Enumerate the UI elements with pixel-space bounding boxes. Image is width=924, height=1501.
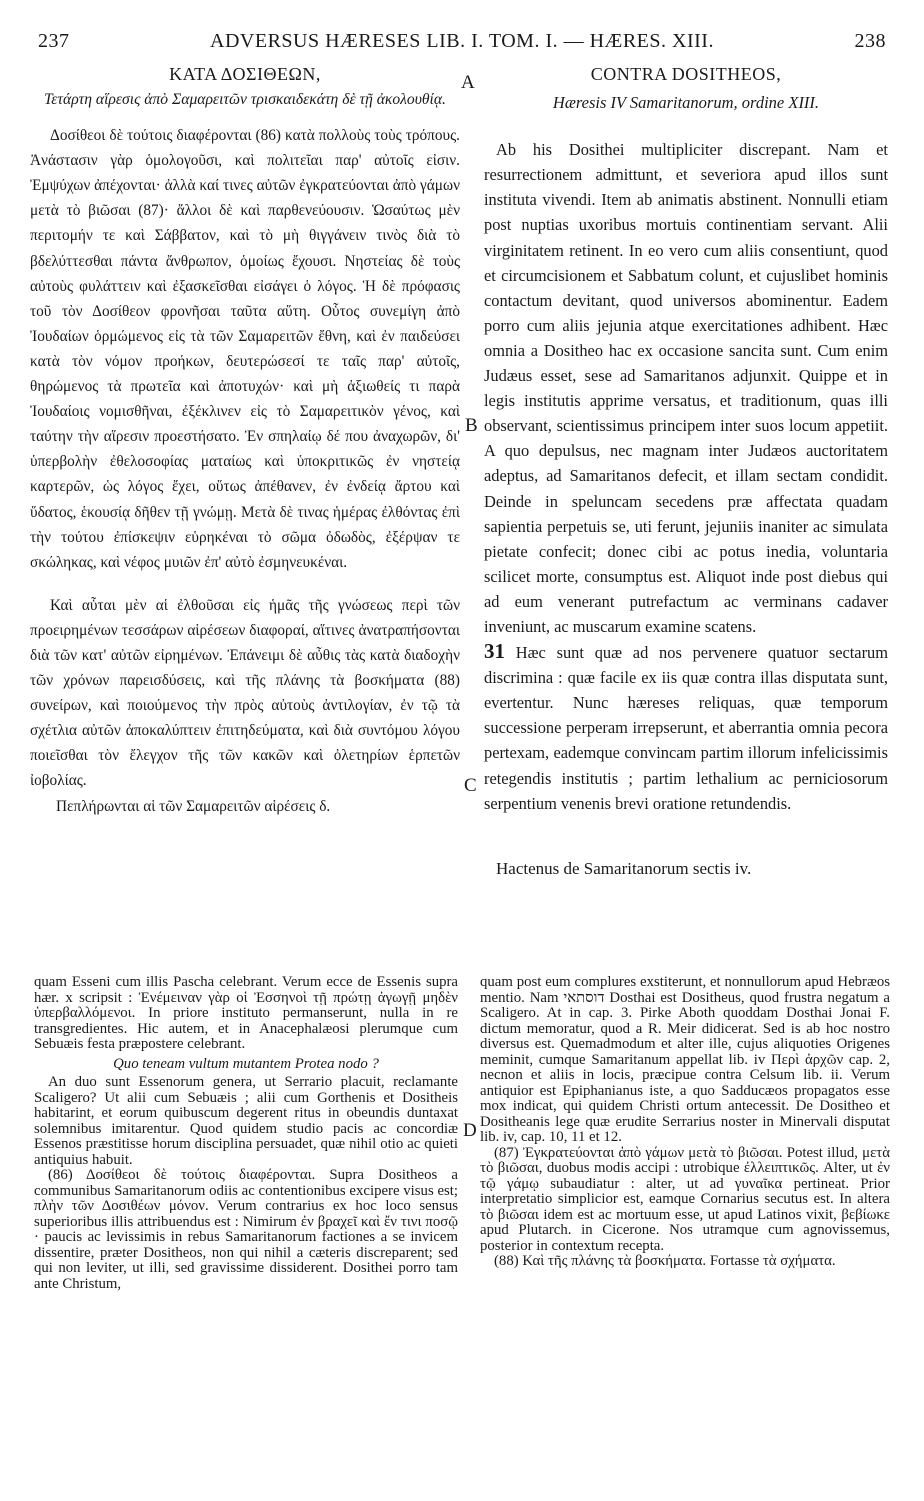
note-continuation: quam post eum complures exstiterunt, et nonnullorum apud Hebræos mentio. Nam דוסתאי Dosthai est Dositheus, quod frustra negatum a Scaligero. At in cap. 3. Pirke Aboth quoddam Dosthai Jonai F. dictum memoratur, quod a R. Meir didicerat. Sed is ab hoc nostro diversus est. Quemadmodum et alter ille, cujus aliquoties Origenes meminit, cumque Samaritanum appellat lib. iv Περὶ ἀρχῶν cap. 2, necnon et aliis in locis, præcipue contra Celsum lib. ii. Verum antiquior est Epiphanianus iste, a quo Sadducæos propagatos esse mox indicat, qui quidem Christi ortum antecessit. De Dositheo et Dositheanis lege quæ erudite Serrarius noster in Minervali disputat lib. iv, cap. 10, 11 et 12.: [480, 974, 890, 1145]
greek-title: ΚΑΤΑ ΔΟΣΙΘΕΩΝ,: [169, 64, 321, 84]
note-86: (86) Δοσίθεοι δὲ τούτοις διαφέρονται. Supra Dositheos a communibus Samaritanorum odiis ac contentionibus excipere visus est; πλὴν τῶν Δοσιθέων μόνον. Verum contrarius ex hoc loco sensus superioribus illis attribuendus est : Nimirum ἐν βραχεῖ καὶ ἔν τινι ποσῷ · paucis ac levissimis in rebus Samaritanorum factiones a se invicem dissentire, præter Dositheos, non qui nihil a cæteris discreparent; sed qui non leviter, ut illi, sed gravissime dissiderent. Dosithei porro tam ante Christum,: [34, 1167, 458, 1292]
margin-letter-c: C: [464, 775, 477, 796]
latin-closing: Hactenus de Samaritanorum sectis iv.: [496, 858, 752, 878]
note-essenes: An duo sunt Essenorum genera, ut Serrario placuit, reclamante Scaligero? Ut alii cum Sebuæis ; alii cum Gorthenis et Dositheis habitarint, et eorum quibuscum degerent ritus in obeundis duntaxat solemnibus imitarentur. Quod quidem studio pacis ac concordiæ Essenos præstitisse horum disciplina persuadet, quæ nihil otio ac quieti antiquius habuit.: [34, 1074, 458, 1168]
latin-paragraph-2-text: Hæc sunt quæ ad nos pervenere quatuor sectarum discrimina : quæ facile ex iis quæ contra illas disputata sunt, evertentur. Nunc hæreses reliquas, quæ temporum successione perperam irrepserunt, et aberrantia omnia pecora pertexam, eademque convincam partim illorum infelicissimis retegendis institutis ; partim lethalium ac perniciosorum serpentium venenis brevi oratione retundendis.: [484, 643, 888, 813]
greek-paragraph-3: Πεπλήρωνται αἱ τῶν Σαμαρειτῶν αἱρέσεις δ.: [56, 797, 331, 815]
latin-subtitle: Hæresis IV Samaritanorum, ordine XIII.: [552, 93, 820, 113]
greek-subtitle: Τετάρτη αἵρεσις ἀπὸ Σαμαρειτῶν τρισκαιδεκάτη δὲ τῇ ἀκολουθίᾳ.: [44, 91, 446, 109]
latin-title: CONTRA DOSITHEOS,: [590, 64, 782, 84]
note-88: (88) Καὶ τῆς πλάνης τὰ βοσκήματα. Fortasse τὰ σχήματα.: [494, 1253, 836, 1269]
running-header: [38, 30, 886, 58]
page-number-left: 237: [38, 30, 70, 52]
running-title: ADVERSUS HÆRESES LIB. I. TOM. I. — HÆRES. XIII.: [210, 30, 714, 52]
latin-column: [484, 62, 888, 881]
latin-paragraph-2: [484, 639, 888, 816]
greek-paragraph-1: Δοσίθεοι δὲ τούτοις διαφέρονται (86) κατὰ πολλοὺς τοὺς τρόπους. Ἀνάστασιν γὰρ ὁμολογοῦσι, καὶ πολιτεῖαι παρ' αὐτοῖς εἰσιν. Ἐμψύχων ἀπέχονται· ἀλλὰ καί τινες αὐτῶν ἐγκρατεύονται ἀπὸ γάμων μετὰ τὸ βιῶσαι (87)· ἄλλοι δὲ καὶ παρθενεύουσιν. Ὡσαύτως μὲν περιτομήν τε καὶ Σάββατον, καὶ τὸ μὴ θιγγάνειν τινὸς διὰ τὸ βδελύττεσθαι πάντα ἄνθρωπον, ὁμοίως ἔχουσι. Νηστείας δὲ τοὺς αὐτοὺς φυλάττειν καὶ ἐξασκεῖσθαι εἰσάγει ὁ λόγος. Ἡ δὲ πρόφασις τοῦ τὸν Δοσίθεον φρονῆσαι ταῦτα αὕτη. Οὗτος συνεμίγη ἀπὸ Ἰουδαίων ὁρμώμενος εἰς τὰ τῶν Σαμαρειτῶν ἔθνη, καὶ ἐν παιδεύσει κατὰ τὸν νόμον προήκων, δευτερώσεσί τε ταῖς παρ' αὐτοῖς, θηρώμενος τὰ πρωτεῖα καὶ ἀποτυχών· καὶ μὴ ἀξιωθείς τι παρὰ Ἰουδαίοις νομισθῆναι, ἐξέκλινεν εἰς τὸ Σαμαρειτικὸν γένος, καὶ ταύτην τὴν αἵρεσιν προεστήσατο. Ἐν σπηλαίῳ δέ που ἀναχωρῶν, δι' ὑπερβολὴν ἐθελοσοφίας ματαίως καὶ ὑποκριτικῶς ἐν νηστείᾳ καρτερῶν, ὡς λόγος ἔχει, οὕτως ἀπέθανεν, ἐν ἐνδείᾳ ἄρτου καὶ ὕδατος, ἑκουσίᾳ δῆθεν τῇ γνώμῃ. Μετὰ δὲ τινας ἡμέρας ἐλθόντας ἐπὶ τὴν τούτου ἐπίσκεψιν εὑρηκέναι τὸ σῶμα ὀδωδὸς, ἐξέρψαν τε σκώληκας, καὶ νέφος μυιῶν ἐπ' αὐτὸ ἐσμηνευκέναι.: [30, 127, 460, 571]
greek-paragraph-2: Καὶ αὗται μὲν αἱ ἐλθοῦσαι εἰς ἡμᾶς τῆς γνώσεως περὶ τῶν προειρημένων τεσσάρων αἱρέσεων διαφοραί, αἵτινες ἀνατραπήσονται διὰ τῶν κατ' αὐτῶν εἰρημένων. Ἐπάνειμι δὲ αὖθις τὰς κατὰ διαδοχὴν τῶν χρόνων παρεισδύσεις, καὶ τῆς πλάνης τὰ βοσκήματα (88) συνείρων, καὶ ποιούμενος τὴν πρὸς αὐτοὺς ἀντιλογίαν, ἐν τῷ τὰ σχέτλια αὐτῶν ἀποκαλύπτειν ἐπιτηδεύματα, καὶ διὰ συντόμου λόγου ποιεῖσθαι τὸν ἔλεγχον τῆς τῶν κακῶν καὶ ὀλετηρίων ἑρπετῶν ἰοβολίας.: [30, 596, 460, 790]
latin-paragraph-1: Ab his Dosithei multipliciter discrepant. Nam et resurrectionem admittunt, et severiora apud illos sunt instituta vivendi. Item ab animatis abstinent. Nonnulli etiam post nuptias uxoribus mortuis continentiam servant. Alii virginitatem retinent. In eo vero cum aliis consentiunt, quod et circumcisionem et Sabbatum colunt, et cujuslibet hominis contactum devitant, quod universos abominentur. Eadem porro cum aliis jejunia atque exercitationes adhibent. Hæc omnia a Dositheo hac ex occasione sancita sunt. Cum enim Judæus esset, sese ad Samaritanos adjunxit. Quippe et in legis institutis apprime versatus, et traditionum, quas illi observant, scientissimus principem inter suos locum appetiit. A quo depulsus, nec magnam inter Judæos auctoritatem adeptus, ad Samaritanos defecit, et illam sectam condidit. Deinde in speluncam secedens præ affectata quadam sapientia perpetuis se, uti ferunt, jejuniis inaniter ac simulata pietate confecit; donec cibi ac potus inedia, voluntaria scilicet morte, consumptus est. Aliquot inde post diebus qui ad eum venerant putrefactum ac verminans cadaver inveniunt, ac muscarum examine scatens.: [484, 140, 888, 636]
section-number: 31: [484, 639, 505, 664]
note-87: (87) Ἐγκρατεύονται ἀπὸ γάμων μετὰ τὸ βιῶσαι. Potest illud, μετὰ τὸ βιῶσαι, duobus modis accipi : utrobique ἐλλειπτικῶς. Alter, ut ἐν τῷ γάμῳ subaudiatur : alter, ut ad γυναῖκα pertineat. Prior interpretatio simplicior est, eamque Cornarius secutus est. In altera τὸ βιῶσαι idem est ac mortuum esse, ut apud Latinos vixit, βεβίωκε apud Plutarch. in Cicerone. Nos utramque cum agnovissemus, posterior in contextum recepta.: [480, 1144, 890, 1254]
note-intro: quam Esseni cum illis Pascha celebrant. Verum ecce de Essenis supra hær. x scripsit : Ἐνέμειναν γὰρ οἱ Ἐσσηνοὶ τῇ πρώτῃ ἀγωγῇ μηδὲν ὑπερβαλλόμενοι. In priore instituto permanserunt, nulla in re transgredientes. Hic autem, et in Anacephalæosi plerumque cum Sebuæis festa præpostere celebrant.: [34, 974, 458, 1052]
margin-letter-b: B: [465, 415, 478, 436]
notes-right: [480, 975, 890, 1270]
page-number-right: 238: [854, 30, 886, 52]
notes-left: [34, 975, 458, 1292]
note-question-title: Quo teneam vultum mutantem Protea nodo ?: [113, 1055, 379, 1072]
greek-column: [30, 62, 460, 819]
margin-letter-a: A: [461, 72, 475, 93]
margin-letter-d: D: [463, 1120, 477, 1141]
